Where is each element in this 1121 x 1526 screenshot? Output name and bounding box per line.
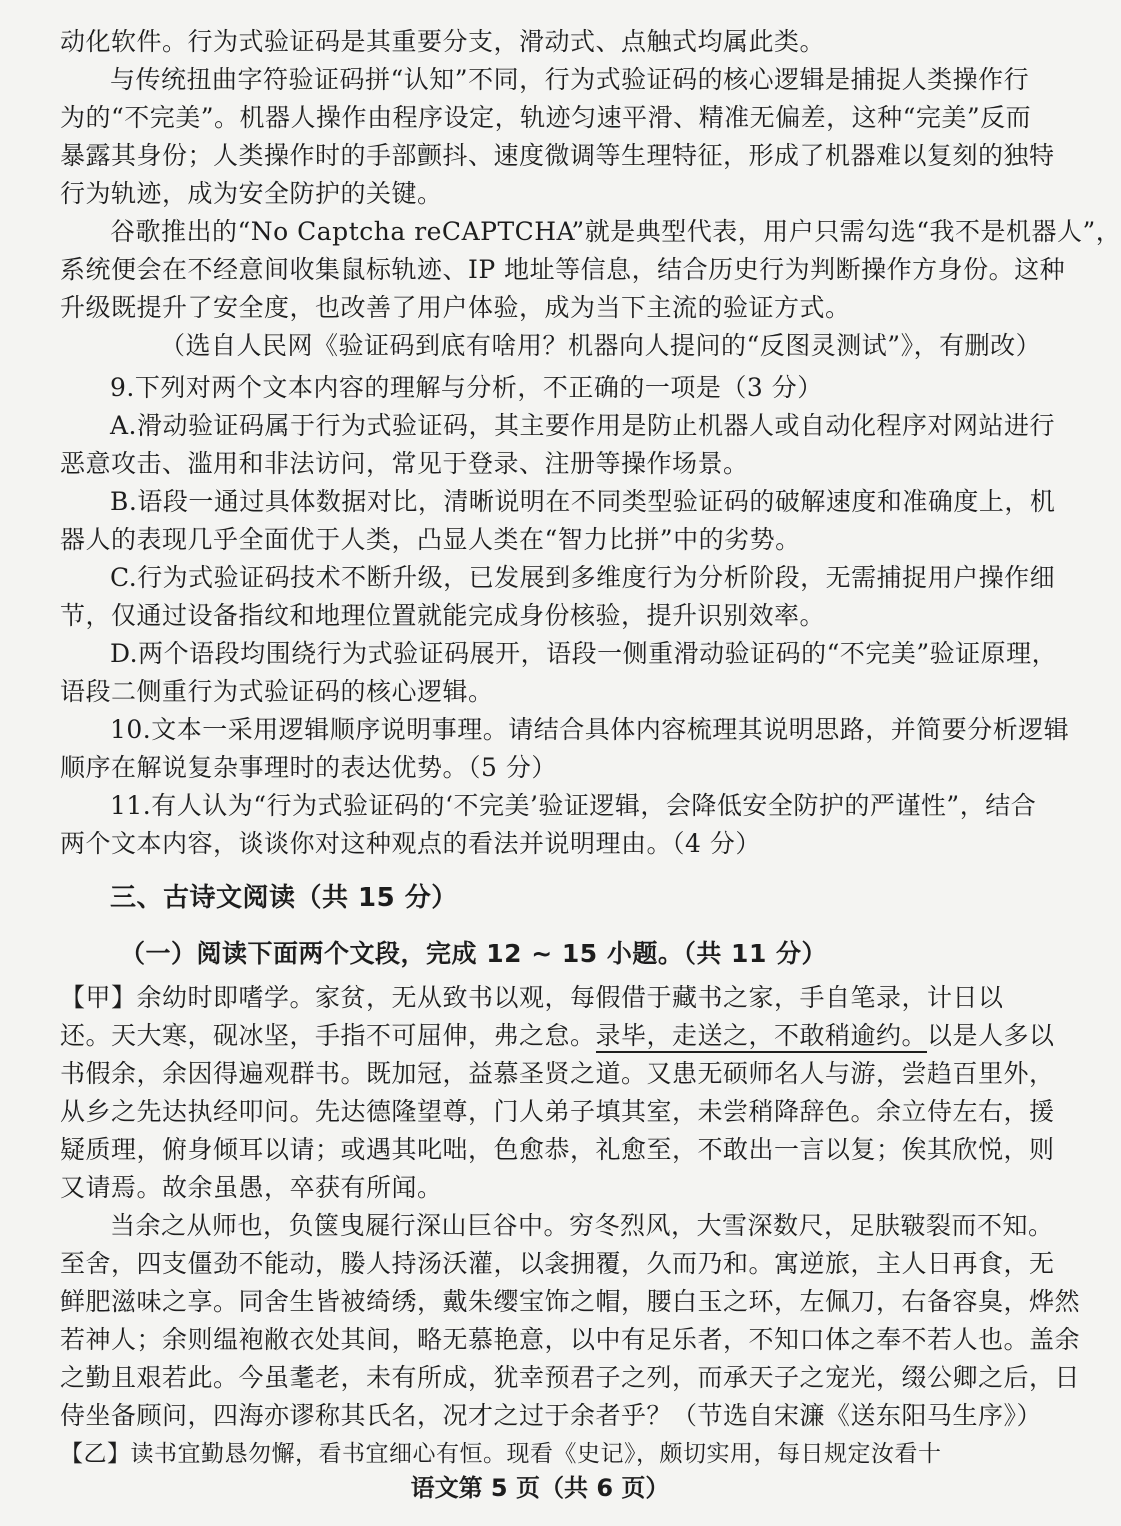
- page-footer: 语文第 5 页（共 6 页）: [410, 1474, 670, 1502]
- underlined-sentence: 录毕，走送之，不敢稍逾约。: [596, 1021, 928, 1053]
- text-line: 两个文本内容，谈谈你对这种观点的看法并说明理由。（4 分）: [60, 829, 761, 858]
- text-line: 与传统扭曲字符验证码拼“认知”不同，行为式验证码的核心逻辑是捕捉人类操作行: [110, 65, 1030, 94]
- text-line: 升级既提升了安全度，也改善了用户体验，成为当下主流的验证方式。: [60, 293, 851, 322]
- text-line: 语段二侧重行为式验证码的核心逻辑。: [60, 677, 494, 706]
- text-line: 从乡之先达执经叩问。先达德隆望尊，门人弟子填其室，未尝稍降辞色。余立侍左右，援: [60, 1097, 1055, 1126]
- text-line: 之勤且艰若此。今虽耄老，未有所成，犹幸预君子之列，而承天子之宠光，缀公卿之后，日: [60, 1363, 1081, 1392]
- passage-yi: 【乙】读书宜勤恳勿懈，看书宜细心有恒。现看《史记》，颇切实用，每日规定汝看十: [60, 1441, 942, 1467]
- option-a: A.滑动验证码属于行为式验证码，其主要作用是防止机器人或自动化程序对网站进行: [110, 411, 1056, 440]
- question-9: 9.下列对两个文本内容的理解与分析，不正确的一项是（3 分）: [110, 373, 823, 402]
- text-line: 节，仅通过设备指纹和地理位置就能完成身份核验，提升识别效率。: [60, 601, 826, 630]
- text-line: 恶意攻击、滥用和非法访问，常见于登录、注册等操作场景。: [60, 449, 749, 478]
- text-line: 侍坐备顾问，四海亦谬称其氏名，况才之过于余者乎？（节选自宋濂《送东阳马生序》）: [60, 1401, 1043, 1430]
- text-line: 当余之从师也，负箧曳屣行深山巨谷中。穷冬烈风，大雪深数尺，足肤皲裂而不知。: [110, 1211, 1054, 1240]
- question-10: 10.文本一采用逻辑顺序说明事理。请结合具体内容梳理其说明思路，并简要分析逻辑: [110, 715, 1070, 744]
- text-line: 为的“不完美”。机器人操作由程序设定，轨迹匀速平滑、精准无偏差，这种“完美”反而: [60, 103, 1032, 132]
- text-line: 动化软件。行为式验证码是其重要分支，滑动式、点触式均属此类。: [60, 27, 826, 56]
- option-b: B.语段一通过具体数据对比，清晰说明在不同类型验证码的破解速度和准确度上，机: [110, 487, 1056, 516]
- option-c: C.行为式验证码技术不断升级，已发展到多维度行为分析阶段，无需捕捉用户操作细: [110, 563, 1056, 592]
- source-citation: （选自人民网《验证码到底有啥用？机器向人提问的“反图灵测试”》，有删改）: [160, 331, 1042, 360]
- text-line: 系统便会在不经意间收集鼠标轨迹、IP 地址等信息，结合历史行为判断操作方身份。这种: [60, 255, 1066, 284]
- question-11: 11.有人认为“行为式验证码的‘不完美’验证逻辑，会降低安全防护的严谨性”，结合: [110, 791, 1037, 820]
- text-line: 还。天大寒，砚冰坚，手指不可屈伸，弗之怠。录毕，走送之，不敢稍逾约。以是人多以: [60, 1018, 1020, 1054]
- section-heading: 三、古诗文阅读（共 15 分）: [110, 883, 458, 913]
- passage-jia: 【甲】余幼时即嗜学。家贫，无从致书以观，每假借于藏书之家，手自笔录，计日以: [60, 983, 1004, 1012]
- option-d: D.两个语段均围绕行为式验证码展开，语段一侧重滑动验证码的“不完美”验证原理，: [110, 639, 1058, 668]
- text-line: 谷歌推出的“No Captcha reCAPTCHA”就是典型代表，用户只需勾选“我不是机器人”，: [110, 217, 1121, 246]
- text-line: 顺序在解说复杂事理时的表达优势。（5 分）: [60, 753, 557, 782]
- text-line: 鲜肥滋味之享。同舍生皆被绮绣，戴朱缨宝饰之帽，腰白玉之环，左佩刀，右备容臭，烨然: [60, 1287, 1081, 1316]
- text-line: 暴露其身份；人类操作时的手部颤抖、速度微调等生理特征，形成了机器难以复刻的独特: [60, 141, 1055, 170]
- subsection-heading: （一）阅读下面两个文段，完成 12 ~ 15 小题。（共 11 分）: [120, 939, 828, 968]
- text-line: 器人的表现几乎全面优于人类，凸显人类在“智力比拼”中的劣势。: [60, 525, 801, 554]
- text-line: 疑质理，俯身倾耳以请；或遇其叱咄，色愈恭，礼愈至，不敢出一言以复；俟其欣悦，则: [60, 1135, 1055, 1164]
- text-line: 又请焉。故余虽愚，卒获有所闻。: [60, 1173, 443, 1202]
- text-line: 书假余，余因得遍观群书。既加冠，益慕圣贤之道。又患无硕师名人与游，尝趋百里外，: [60, 1059, 1055, 1088]
- text-line: 行为轨迹，成为安全防护的关键。: [60, 179, 443, 208]
- text-line: 至舍，四支僵劲不能动，媵人持汤沃灌，以衾拥覆，久而乃和。寓逆旅，主人日再食，无: [60, 1249, 1055, 1278]
- text-line: 若神人；余则缊袍敝衣处其间，略无慕艳意，以中有足乐者，不知口体之奉不若人也。盖余: [60, 1325, 1081, 1354]
